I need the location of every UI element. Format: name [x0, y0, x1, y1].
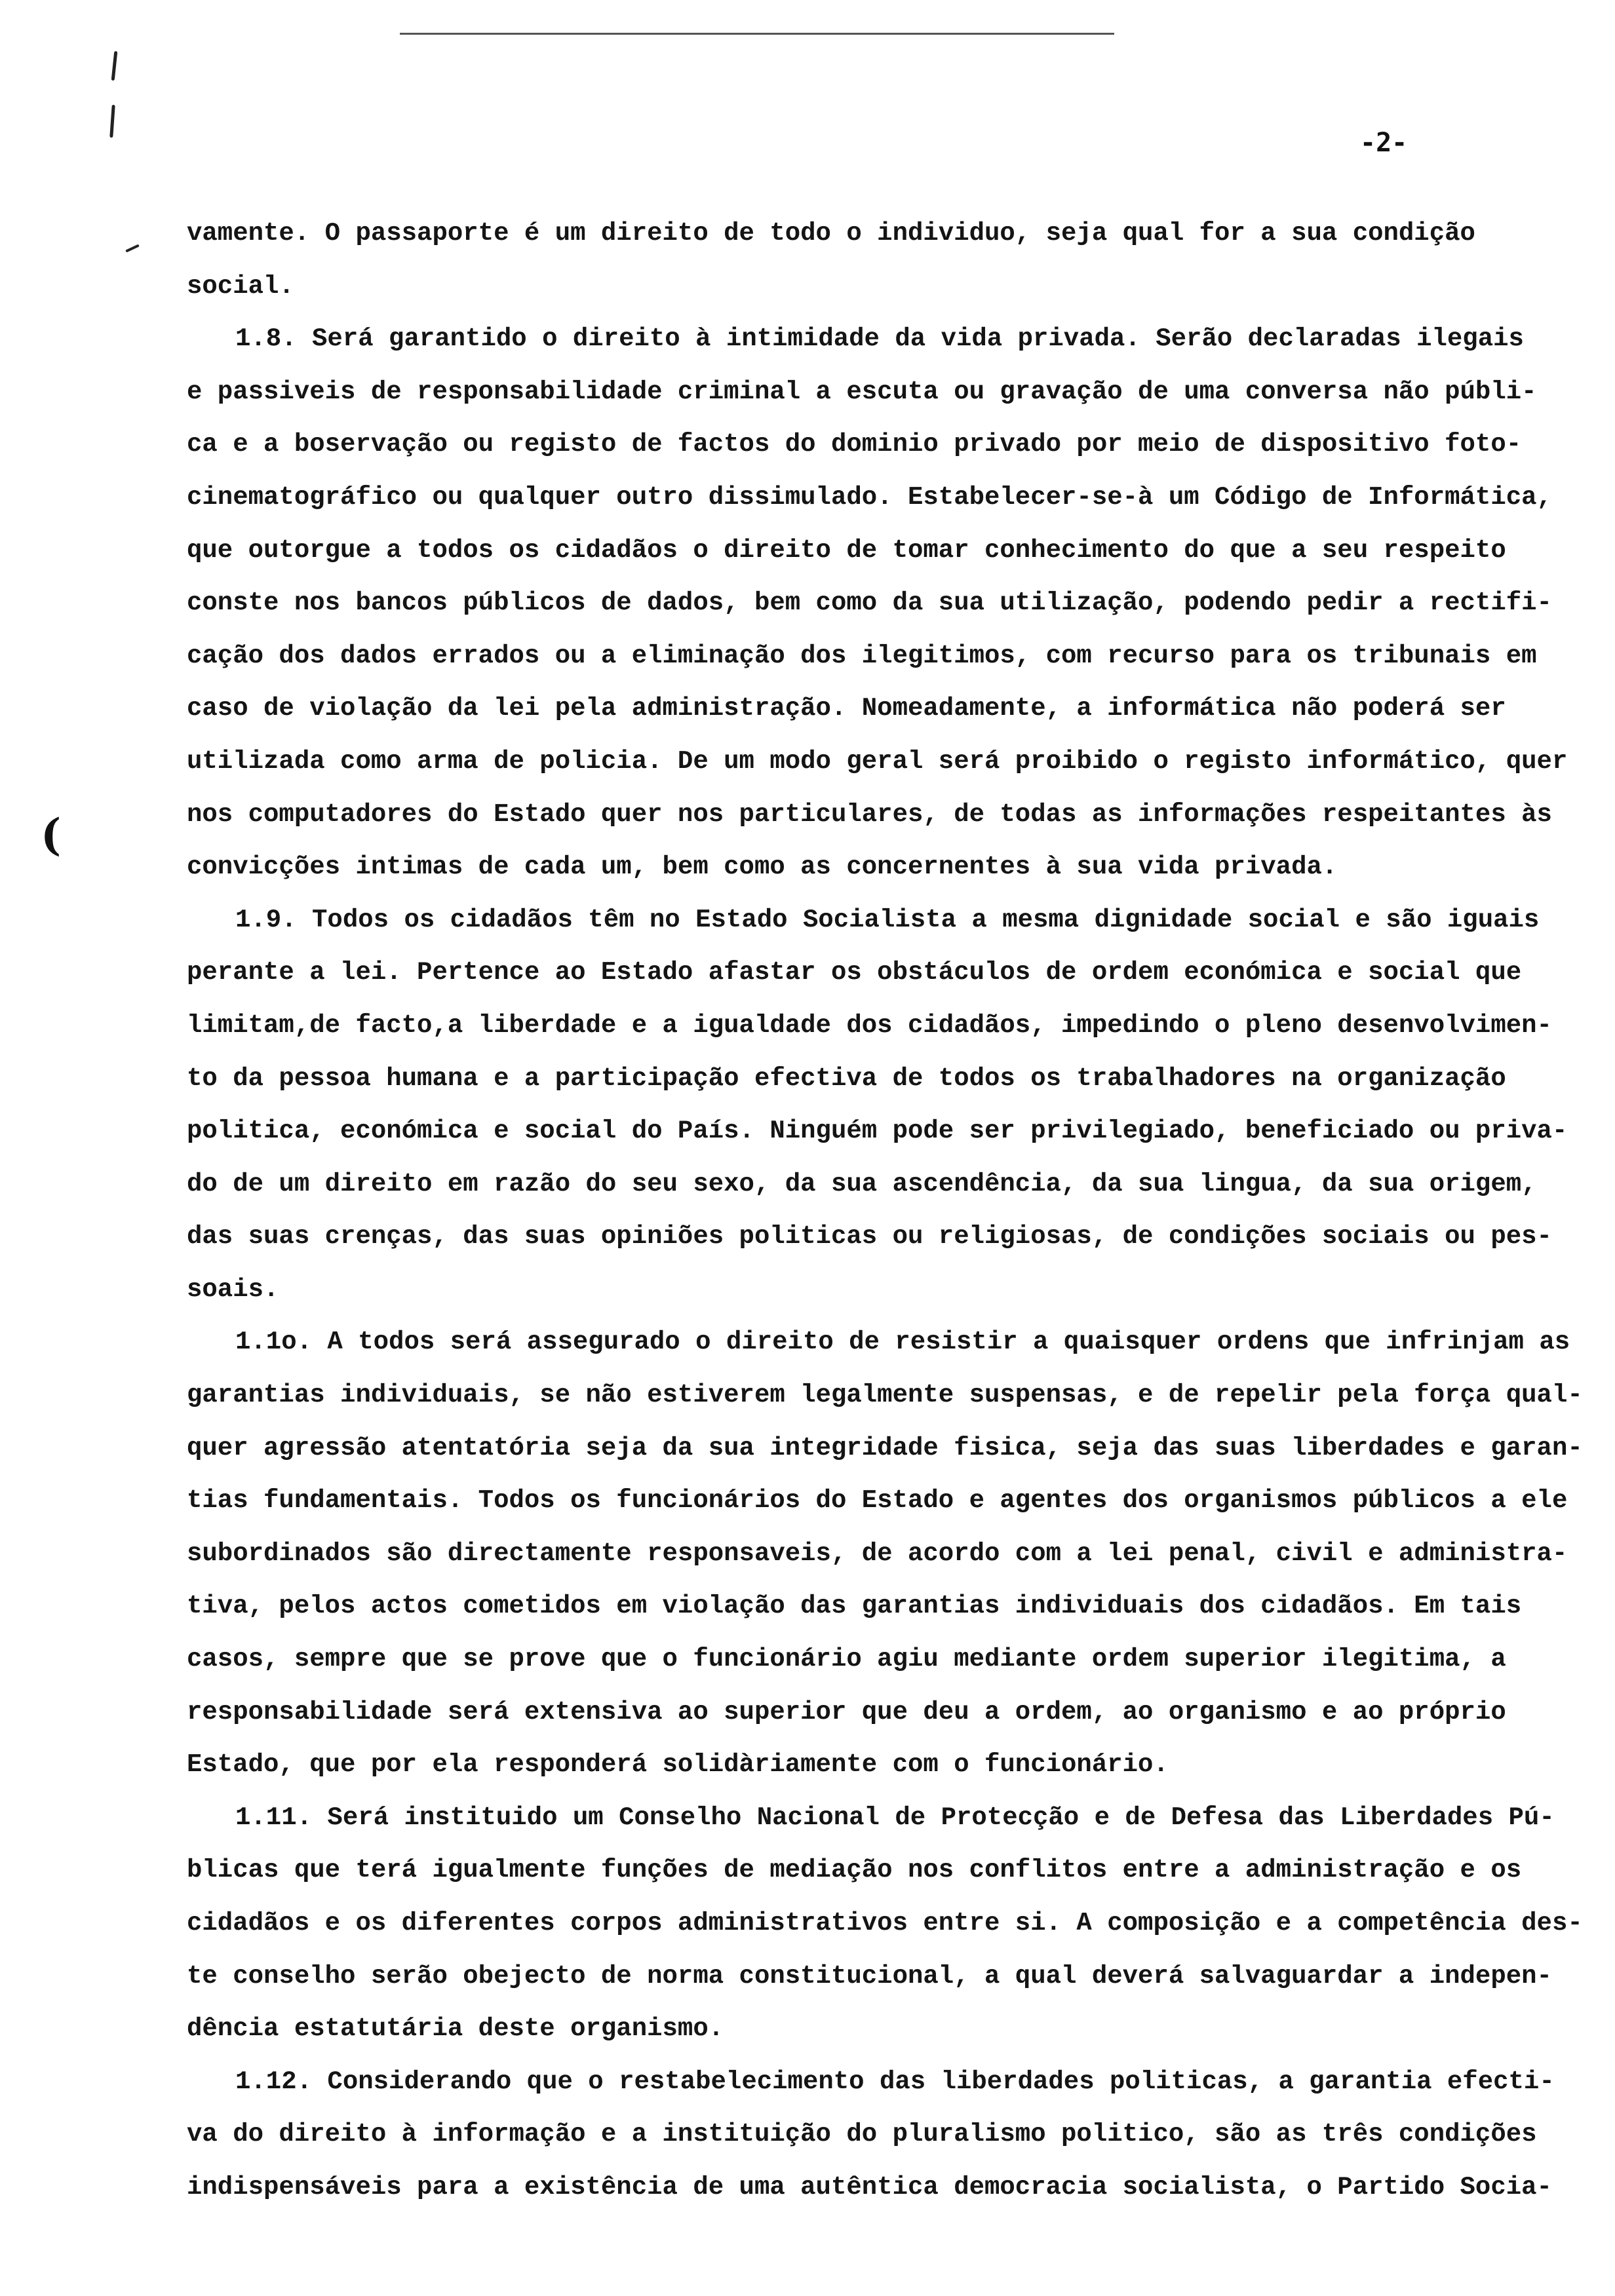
text-line: e passiveis de responsabilidade criminal a escuta ou gravação de uma conversa não públi-	[187, 377, 1537, 406]
text-line: vamente. O passaporte é um direito de todo o individuo, seja qual for a sua condição	[187, 219, 1475, 248]
text-line: conste nos bancos públicos de dados, bem como da sua utilização, podendo pedir a rectifi-	[187, 588, 1552, 618]
paragraph-1-9-start: 1.9. Todos os cidadãos têm no Estado Socialista a mesma dignidade social e são iguais	[235, 905, 1540, 934]
body-text	[187, 207, 1583, 2214]
text-line: soais.	[187, 1274, 279, 1304]
text-line: politica, económica e social do País. Ninguém pode ser privilegiado, beneficiado ou priva-	[187, 1117, 1568, 1146]
text-line: cação dos dados errados ou a eliminação dos ilegitimos, com recurso para os tribunais em	[187, 641, 1537, 670]
margin-bracket-mark: (	[41, 809, 62, 860]
text-line: blicas que terá igualmente funções de mediação nos conflitos entre a administração e os	[187, 1856, 1522, 1885]
text-line: ca e a boservação ou registo de factos do dominio privado por meio de dispositivo foto-	[187, 430, 1522, 459]
paragraph-1-11-start: 1.11. Será instituido um Conselho Nacional de Protecção e de Defesa das Liberdades Pú-	[235, 1803, 1555, 1832]
text-line: social.	[187, 271, 294, 301]
text-line: perante a lei. Pertence ao Estado afastar os obstáculos de ordem económica e social que	[187, 958, 1522, 987]
text-line: subordinados são directamente responsaveis, de acordo com a lei penal, civil e administra-	[187, 1539, 1568, 1568]
text-line: tias fundamentais. Todos os funcionários do Estado e agentes dos organismos públicos a ele	[187, 1486, 1568, 1516]
text-line: que outorgue a todos os cidadãos o direito de tomar conhecimento do que a seu respeito	[187, 535, 1506, 565]
text-line: utilizada como arma de policia. De um modo geral será proibido o registo informático, quer	[187, 746, 1568, 776]
text-line: indispensáveis para a existência de uma autêntica democracia socialista, o Partido Socia-	[187, 2172, 1552, 2202]
top-scan-rule	[400, 33, 1114, 35]
text-line: Estado, que por ela responderá solidàriamente com o funcionário.	[187, 1750, 1169, 1780]
text-line: te conselho serão obejecto de norma constitucional, a qual deverá salvaguardar a indepen-	[187, 1961, 1552, 1991]
margin-pen-mark	[109, 105, 115, 138]
margin-pen-mark	[125, 244, 140, 253]
text-line: to da pessoa humana e a participação efectiva de todos os trabalhadores na organização	[187, 1063, 1506, 1093]
text-line: limitam,de facto,a liberdade e a igualdade dos cidadãos, impedindo o pleno desenvolvimen-	[187, 1010, 1552, 1040]
text-line: nos computadores do Estado quer nos particulares, de todas as informações respeitantes às	[187, 799, 1552, 829]
text-line: cinematográfico ou qualquer outro dissimulado. Estabelecer-se-à um Código de Informática,	[187, 482, 1552, 512]
text-line: responsabilidade será extensiva ao superior que deu a ordem, ao organismo e ao próprio	[187, 1697, 1506, 1727]
text-line: cidadãos e os diferentes corpos administrativos entre si. A composição e a competência des-	[187, 1909, 1583, 1938]
text-line: quer agressão atentatória seja da sua integridade fisica, seja das suas liberdades e garan-	[187, 1433, 1583, 1463]
paragraph-1-12-start: 1.12. Considerando que o restabelecimento das liberdades politicas, a garantia efecti-	[235, 2067, 1555, 2096]
text-line: casos, sempre que se prove que o funcionário agiu mediante ordem superior ilegitima, a	[187, 1645, 1506, 1674]
page-number: -2-	[1360, 128, 1408, 158]
paragraph-1-8-start: 1.8. Será garantido o direito à intimidade da vida privada. Serão declaradas ilegais	[235, 324, 1524, 354]
paragraph-1-10-start: 1.1o. A todos será assegurado o direito de resistir a quaisquer ordens que infrinjam as	[235, 1328, 1570, 1357]
text-line: caso de violação da lei pela administração. Nomeadamente, a informática não poderá ser	[187, 694, 1506, 723]
text-line: dência estatutária deste organismo.	[187, 2014, 724, 2044]
margin-pen-mark	[111, 51, 118, 81]
text-line: va do direito à informação e a instituição do pluralismo politico, são as três condições	[187, 2120, 1537, 2149]
text-line: convicções intimas de cada um, bem como as concernentes à sua vida privada.	[187, 852, 1338, 882]
text-line: tiva, pelos actos cometidos em violação das garantias individuais dos cidadãos. Em tais	[187, 1592, 1522, 1621]
text-line: das suas crenças, das suas opiniões politicas ou religiosas, de condições sociais ou pes-	[187, 1222, 1552, 1252]
text-line: garantias individuais, se não estiverem legalmente suspensas, e de repelir pela força qual-	[187, 1381, 1583, 1410]
text-line: do de um direito em razão do seu sexo, da sua ascendência, da sua lingua, da sua origem,	[187, 1169, 1537, 1198]
